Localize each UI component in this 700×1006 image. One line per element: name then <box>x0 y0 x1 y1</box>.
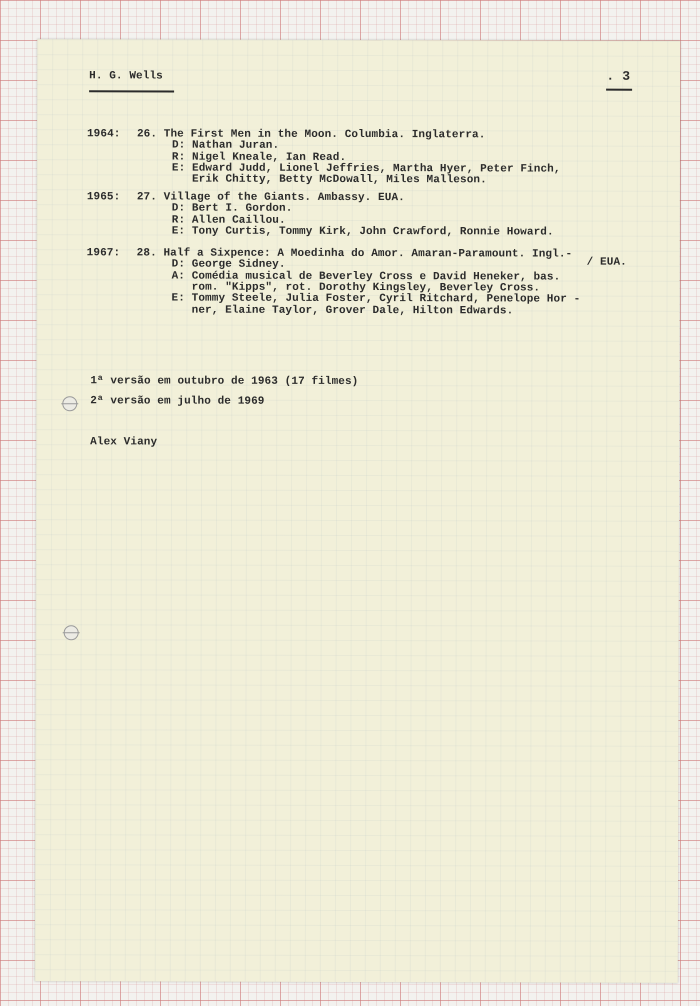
entry-title: 28. Half a Sixpence: A Moedinha do Amor. Amaran-Paramount. Ingl.- <box>136 247 573 261</box>
entry-credit-line: ner, Elaine Taylor, Grover Dale, Hilton Edwards. <box>171 304 514 317</box>
entry-credit-line: D: Nathan Juran. <box>171 139 280 153</box>
punch-hole <box>64 625 79 640</box>
page-number-underline <box>606 89 632 91</box>
entry-year: 1967: <box>86 247 121 260</box>
entry-year: 1965: <box>86 191 121 204</box>
entry-credit-line: rom. "Kipps", rot. Dorothy Kingsley, Beverley Cross. <box>171 281 541 295</box>
author-signature: Alex Viany <box>90 436 158 449</box>
version-note-1: 1ª versão em outubro de 1963 (17 filmes) <box>90 375 359 389</box>
page-number: . 3 <box>606 68 631 84</box>
entry-credit-line: R: Allen Caillou. <box>171 214 286 227</box>
header-underline <box>89 90 174 92</box>
entry-title-continuation: / EUA. <box>586 256 627 269</box>
document-header-subject: H. G. Wells <box>89 70 163 83</box>
entry-credit-line: E: Tommy Steele, Julia Foster, Cyril Ritchard, Penelope Hor - <box>171 292 581 306</box>
entry-credit-line: R: Nigel Kneale, Ian Read. <box>171 151 347 164</box>
entry-credit-line: D: Bert I. Gordon. <box>171 202 293 216</box>
entry-title: 26. The First Men in the Moon. Columbia. Inglaterra. <box>136 128 486 142</box>
entry-year: 1964: <box>86 128 121 141</box>
entry-title: 27. Village of the Giants. Ambassy. EUA. <box>136 191 405 205</box>
typed-document-page <box>35 39 680 983</box>
entry-credit-line: E: Edward Judd, Lionel Jeffries, Martha Hyer, Peter Finch, <box>171 162 561 176</box>
entry-credit-line: A: Comédia musical de Beverley Cross e David Heneker, bas. <box>171 270 561 284</box>
version-note-2: 2ª versão em julho de 1969 <box>90 395 265 408</box>
entry-credit-line: E: Tony Curtis, Tommy Kirk, John Crawford, Ronnie Howard. <box>171 225 554 239</box>
punch-hole <box>62 396 77 411</box>
entry-credit-line: Erik Chitty, Betty McDowall, Miles Malleson. <box>171 173 487 187</box>
entry-credit-line: D: George Sidney. <box>171 258 286 272</box>
